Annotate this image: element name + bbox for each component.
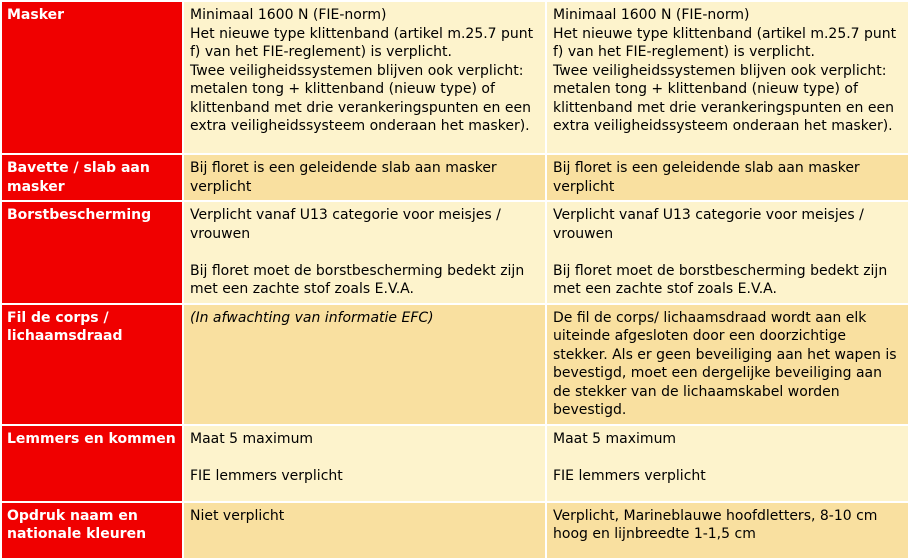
cell-text: Verplicht vanaf U13 categorie voor meisjes / vrouwen (553, 207, 864, 242)
table-row-lemmers (2, 426, 908, 501)
cell-col2 (547, 426, 908, 501)
cell-text: Bij floret moet de borstbescherming bedekt zijn met een zachte stof zoals E.V.A. (190, 262, 525, 297)
cell-text: Verplicht, Marineblauwe hoofdletters, 8-10 cm hoog en lijnbreedte 1-1,5 cm (553, 507, 878, 542)
cell-text: De fil de corps/ lichaamsdraad wordt aan elk uiteinde afgesloten door een doorzichtige stekker. Als er geen beveiliging aan het wapen is bevestigd, moet een dergelijke beveiliging aan de stekker van de lichaamskabel worden bevestigd. (553, 309, 897, 418)
cell-col1 (184, 503, 545, 558)
cell-text: (In afwachting van informatie EFC) (190, 309, 434, 326)
cell-col1 (184, 202, 545, 303)
cell-col2 (547, 202, 908, 303)
cell-text: Minimaal 1600 N (FIE-norm) Het nieuwe type klittenband (artikel m.25.7 punt f) van het FIE-reglement) is verplicht. Twee veiligheidssystemen blijven ook verplicht: metalen tong + klittenband (nieuw type) of klittenband met drie verankeringspunten en een extra veiligheidssysteem onderaan het masker). (553, 7, 897, 134)
cell-text: Bij floret is een geleidende slab aan masker verplicht (190, 160, 497, 195)
row-label: Lemmers en kommen (2, 426, 182, 501)
table-row-borstbescherming (2, 202, 908, 303)
cell-col2 (547, 155, 908, 200)
cell-col1 (184, 305, 545, 424)
table-row-opdruk (2, 503, 908, 558)
row-label: Opdruk naam en nationale kleuren (2, 503, 182, 558)
cell-text: Niet verplicht (190, 507, 285, 524)
cell-text: Bij floret is een geleidende slab aan masker verplicht (553, 160, 860, 195)
row-label: Fil de corps / lichaamsdraad (2, 305, 182, 424)
cell-text: Minimaal 1600 N (FIE-norm) Het nieuwe type klittenband (artikel m.25.7 punt f) van het FIE-reglement) is verplicht. Twee veiligheidssystemen blijven ook verplicht: metalen tong + klittenband (nieuw type) of klittenband met drie verankeringspunten en een extra veiligheidssysteem onderaan het masker). (190, 7, 534, 134)
row-label: Masker (2, 2, 182, 153)
cell-text: Maat 5 maximum (553, 430, 677, 447)
cell-col1 (184, 426, 545, 501)
cell-col2 (547, 2, 908, 153)
cell-text: Verplicht vanaf U13 categorie voor meisjes / vrouwen (190, 207, 501, 242)
cell-col1 (184, 2, 545, 153)
table-row-fil-de-corps (2, 305, 908, 424)
cell-col2 (547, 503, 908, 558)
cell-col2 (547, 305, 908, 424)
row-label: Bavette / slab aan masker (2, 155, 182, 200)
cell-col1 (184, 155, 545, 200)
cell-text: Bij floret moet de borstbescherming bedekt zijn met een zachte stof zoals E.V.A. (553, 262, 888, 297)
row-label: Borstbescherming (2, 202, 182, 303)
cell-text: FIE lemmers verplicht (190, 467, 343, 484)
table-row-bavette (2, 155, 908, 200)
cell-text: Maat 5 maximum (190, 430, 314, 447)
table-row-masker (2, 2, 908, 153)
cell-text: FIE lemmers verplicht (553, 467, 706, 484)
